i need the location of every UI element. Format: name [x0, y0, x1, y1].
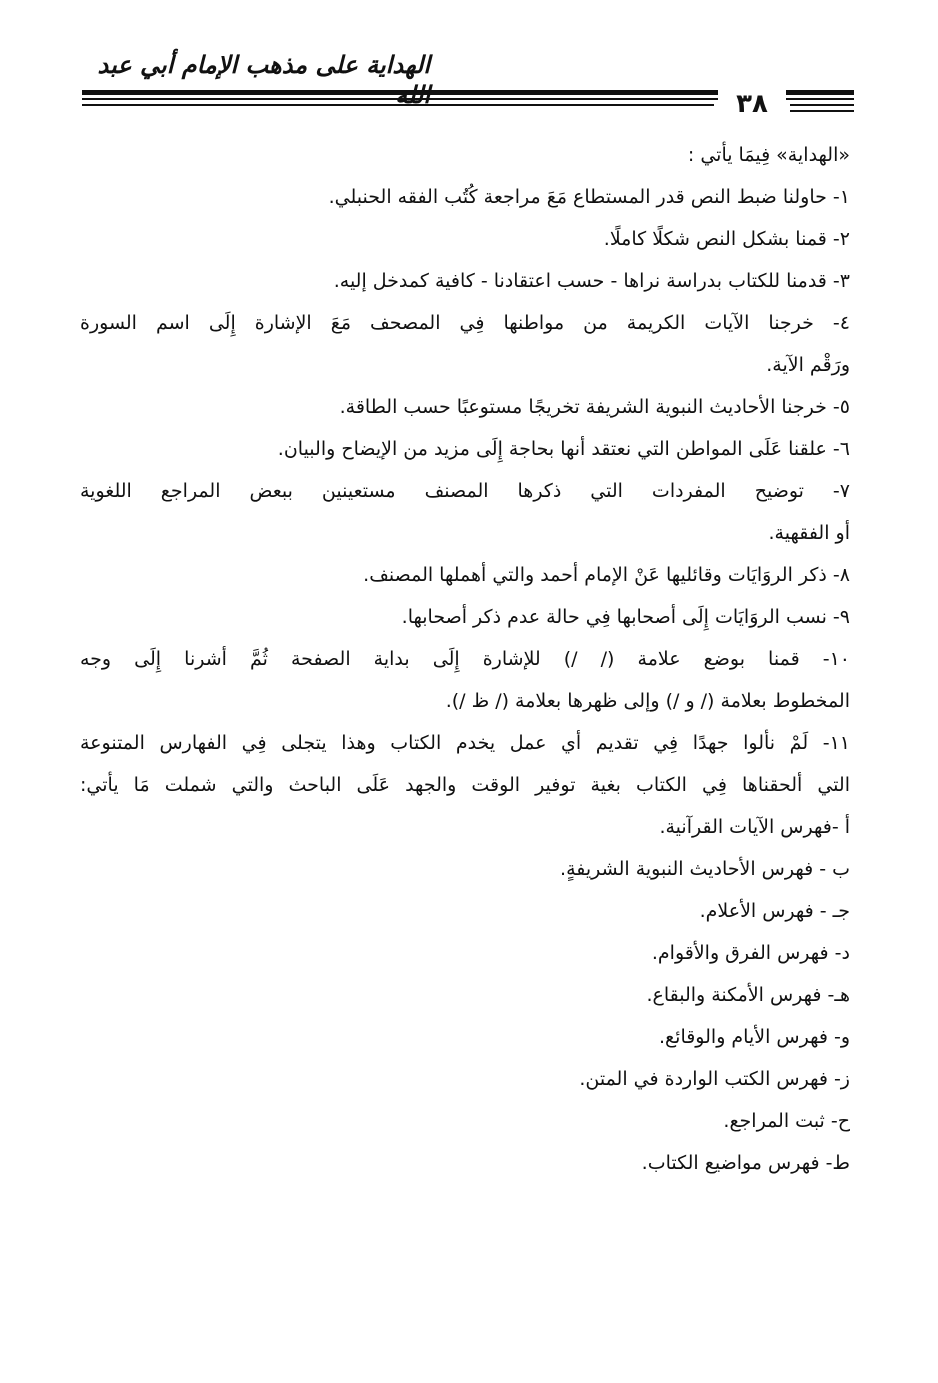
- list-item-continuation: المخطوط بعلامة (/ و /) وإلى ظهرها بعلامة (/ ظ /).: [445, 690, 850, 712]
- page-body: [80, 134, 850, 1184]
- index-item: و- فهرس الأيام والوقائع.: [659, 1026, 850, 1048]
- list-item: ١١- لَمْ نألوا جهدًا فِي تقديم أي عمل يخدم الكتاب وهذا يتجلى فِي الفهارس المتنوعة: [80, 732, 850, 754]
- list-item: ٦- علقنا عَلَى المواطن التي نعتقد أنها بحاجة إِلَى مزيد من الإيضاح والبيان.: [277, 438, 850, 460]
- list-item: ١٠- قمنا بوضع علامة (/ /) للإشارة إِلَى بداية الصفحة ثُمَّ أشرنا إِلَى وجه: [80, 648, 850, 670]
- list-item: ٨- ذكر الروَايَات وقائليها عَنْ الإمام أحمد والتي أهملها المصنف.: [363, 564, 850, 586]
- intro-line: «الهداية» فِيمَا يأتي :: [687, 144, 850, 166]
- list-item-continuation: أو الفقهية.: [768, 522, 850, 544]
- list-item: ٤- خرجنا الآيات الكريمة من مواطنها فِي المصحف مَعَ الإشارة إِلَى اسم السورة: [80, 312, 850, 334]
- list-item: ١- حاولنا ضبط النص قدر المستطاع مَعَ مراجعة كُتُب الفقه الحنبلي.: [328, 186, 850, 208]
- header-rule: [82, 104, 714, 106]
- list-item: ٥- خرجنا الأحاديث النبوية الشريفة تخريجًا مستوعبًا حسب الطاقة.: [339, 396, 850, 418]
- list-item: ٩- نسب الروَايَات إِلَى أصحابها فِي حالة عدم ذكر أصحابها.: [401, 606, 850, 628]
- index-item: د- فهرس الفرق والأقوام.: [651, 942, 850, 964]
- running-title: الهداية على مذهب الإمام أبي عبد: [97, 50, 430, 79]
- header-rule: [790, 104, 854, 106]
- index-item: هـ- فهرس الأمكنة والبقاع.: [646, 984, 850, 1006]
- page-number: ٣٨: [718, 88, 786, 120]
- list-item-continuation: التي ألحقناها فِي الكتاب بغية توفير الوقت والجهد عَلَى الباحث والتي شملت مَا يأتي:: [80, 774, 850, 796]
- index-item: ط- فهرس مواضيع الكتاب.: [641, 1152, 850, 1174]
- list-item: ٢- قمنا بشكل النص شكلًا كاملًا.: [603, 228, 850, 250]
- list-item-continuation: ورَقْم الآية.: [766, 354, 850, 376]
- header-rule: [790, 110, 854, 112]
- index-item: جـ - فهرس الأعلام.: [699, 900, 850, 922]
- list-item: ٧- توضيح المفردات التي ذكرها المصنف مستعينين ببعض المراجع اللغوية: [80, 480, 850, 502]
- index-item: ح- ثبت المراجع.: [723, 1110, 850, 1132]
- index-item: ب - فهرس الأحاديث النبوية الشريفةٍ.: [560, 858, 850, 880]
- list-item: ٣- قدمنا للكتاب بدراسة نراها - حسب اعتقادنا - كافية كمدخل إليه.: [333, 270, 850, 292]
- index-item: أ -فهرس الآيات القرآنية.: [659, 816, 850, 838]
- index-item: ز- فهرس الكتب الواردة في المتن.: [579, 1068, 850, 1090]
